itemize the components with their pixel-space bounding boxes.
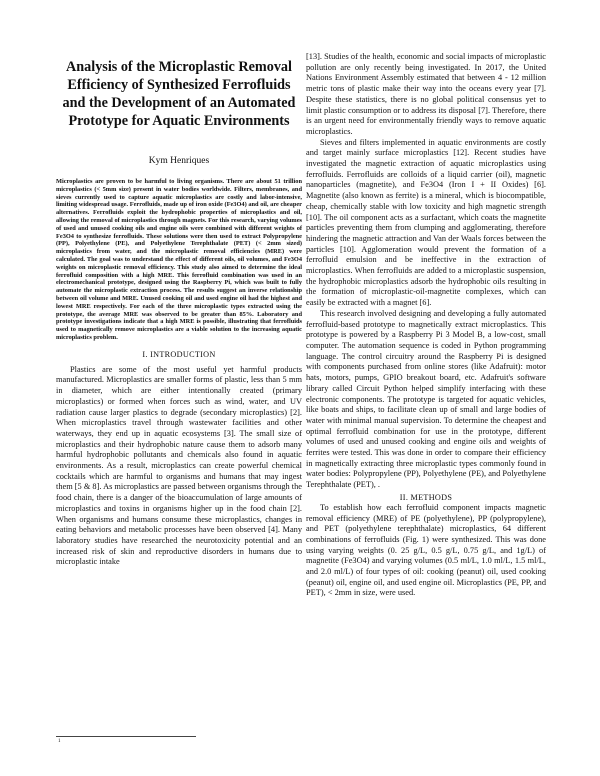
footnote-rule — [56, 736, 196, 737]
left-column — [56, 52, 302, 568]
abstract: Microplastics are proven to be harmful to living organisms. There are about 51 trillion microplastics (< 5mm size) present in water bodies worldwide. Filters, membranes, and sieves currently used to capture aquatic microplastics are costly and labor-intensive, limiting widespread usage. Ferrofluids, made up of iron oxide (Fe3O4) and oil, are cheaper alternatives. Ferrofluids exploit the hydrophobic properties of microplastics and oil, allowing the removal of microplastics through magnets. For this research, varying volumes of used and unused cooking oils and engine oils were combined with different weights of Fe3O4 to synthesize ferrofluids. These solutions were then used to extract Polypropylene (PP), Polyethylene (PE), and Polyethylene Terephthalate (PET) (< 2mm sized) microplastics from water, and the microplastic removal efficiencies (MRE) were calculated. The goal was to understand the effect of different oils, oil volumes, and Fe3O4 weights on microplastic removal efficiency. This study also aimed to determine the ideal ferrofluid composition with a high MRE. This ferrofluid combination was used in an electromechanical prototype, designed using the Raspberry Pi, which was built to fully automate the microplastic extraction process. The results suggest an inverse relationship between oil volume and MRE. Unused cooking oil and used engine oil had the highest and lowest MRE respectively. For each of the three microplastic types extracted using the prototype, the average MRE was observed to be greater than 85%. Laboratory and prototype investigations indicate that a high MRE is possible, illustrating that ferrofluids used to magnetically remove microplastics are a viable solution to the increasing aquatic microplastics problem. — [56, 178, 302, 341]
body-paragraph-1: [13]. Studies of the health, economic and social impacts of microplastic pollution are only recently being investigated. In 2017, the United Nations Environment Assembly estimated that between 4 - 12 million metric tons of plastic make their way into the oceans every year [7]. Despite these statistics, there is no global political consensus yet to limit plastic consumption or to address its disposal [7]. Therefore, there is an urgent need for environmentally friendly ways to remove aquatic microplastics. — [306, 52, 546, 136]
introduction-paragraph: Plastics are some of the most useful yet harmful products manufactured. Microplastics are smaller forms of plastic, less than 5 mm in diameter, which are either intentionally created (primary microplastics) or formed when forces such as wind, water, and UV radiation cause larger plastics to degrade (secondary microplastics) [2]. When microplastics travel through wastewater facilities and other waterways, they end up in aquatic ecosystems [3]. The small size of microplastics and their hydrophobic nature cause them to adsorb many harmful hydrophobic pollutants and chemicals also found in aquatic environments. As a result, microplastics can create powerful chemical cocktails which are harmful to organisms and humans that may ingest them [5 & 8]. As microplastics are passed between organisms through the food chain, there is a danger of the bioaccumulation of large amounts of microplastics and toxins in organisms higher up in the food chain [2]. When organisms and humans consume these microplastics, changes in eating behaviors and metabolic processes have been observed [4]. Many laboratory studies have researched the neurotoxicity potential and an increased risk of skin and reproductive disorders in humans due to microplastic intake — [56, 364, 302, 567]
section-heading-methods: II. METHODS — [399, 492, 453, 502]
author-name: Kym Henriques — [148, 156, 210, 166]
section-heading-introduction: I. INTRODUCTION — [142, 349, 216, 359]
footnote-marker: 1 — [58, 739, 61, 744]
body-paragraph-3: This research involved designing and developing a fully automated ferrofluid-based prototype to magnetically extract microplastics. This prototype is powered by a Raspberry Pi 3 Model B, a low-cost, small computer. The automation sequence is coded in Python programming language. The control circuitry around the Raspberry Pi is designed with components purchased from online stores (like Adafruit): motor hats, motors, pumps, GPIO breakout board, etc. Adafruit's software library called Circuit Python helped simplify interfacing with these electronic components. The prototype is targeted for aquatic vehicles, like boats and ships, to facilitate clean up of small and large bodies of water with minimal manual supervision. To determine the cheapest and optimal ferrofluid combination for use in the prototype, different volumes of used and unused cooking and engine oils and weights of ferrites were tested. This was done in order to compare their efficiency in magnetically extracting three microplastic types commonly found in water bodies: Polypropylene (PP), Polyethylene (PE), and Polyethylene Terephthalate (PET), . — [306, 308, 546, 490]
right-column — [306, 52, 546, 599]
paper-title: Analysis of the Microplastic Removal Efficiency of Synthesized Ferrofluids and the Development of an Automated Prototype for Aquatic Environments — [62, 59, 296, 129]
methods-paragraph: To establish how each ferrofluid component impacts magnetic removal efficiency (MRE) of PE (polyethylene), PP (polypropylene), and PET (polyethylene terephthalate) microplastics, 64 different combinations of ferrofluids (Fig. 1) were synthesized. This was done using varying weights (0. 25 g/L, 0.5 g/L, 0.75 g/L, and 1g/L) of magnetite (Fe3O4) and varying volumes (0.5 ml/L, 1.0 ml/L, 1.5 ml/L, and 2.0 ml/L) of four types of oil: cooking (peanut) oil, used cooking (peanut) oil, engine oil, and used engine oil. Microplastics (PE, PP, and PET), < 2mm in size, were used. — [306, 502, 546, 598]
body-paragraph-2: Sieves and filters implemented in aquatic environments are costly and target mainly surface microplastics [12]. Recent studies have investigated the magnetic extraction of aquatic microplastics using ferrofluids. Ferrofluids are colloids of a liquid carrier (oil), magnetic nanoparticles (magnetite), and Fe3O4 (Iron I + II Oxides) [6]. Magnetite (also known as ferrite) is a mineral, which is biocompatible, cheap, chemically stable with low toxicity and high magnetic strength [10]. The oil component acts as a surfactant, which coats the magnetite particles preventing them from clumping and agglomerating, therefore hindering the magnetic attraction and Van der Waals forces between the particles [10]. Agglomeration would prevent the formation of a ferrofluid emulsion and be ineffective in the extraction of microplastics. When ferrofluids are added to a microplastic suspension, the hydrophobic microplastics adsorb the hydrophobic oils resulting in the formation of microplastic-oil-magnetite complexes, which can easily be extracted with a magnet [6]. — [306, 137, 546, 308]
